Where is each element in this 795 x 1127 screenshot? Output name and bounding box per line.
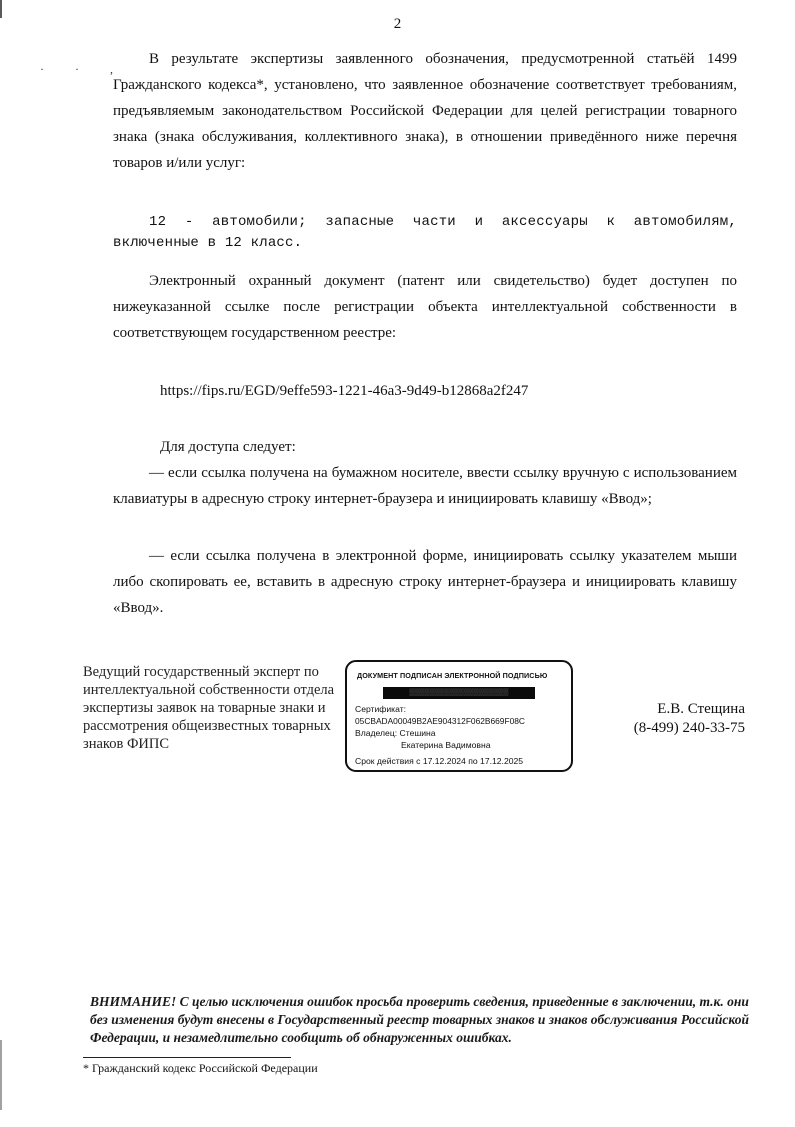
stamp-owner-name: Екатерина Вадимовна	[401, 740, 491, 750]
expertise-result-paragraph: В результате экспертизы заявленного обозначения, предусмотренной статьёй 1499 Гражданского кодекса*, установлено, что заявленное обозначение соответствует требованиям, предъявляемым законодательством Российской Федерации для целей регистрации товарного знака (знака обслуживания, коллективного знака), в отношении приведённого ниже перечня товаров и/или услуг:	[113, 51, 737, 171]
electronic-document-paragraph: Электронный охранный документ (патент или свидетельство) будет доступен по нижеуказанной ссылке после регистрации объекта интеллектуальной собственности в соответствующем государственном реестре:	[113, 273, 737, 341]
warning-label: ВНИМАНИЕ!	[90, 994, 177, 1009]
signer-position: Ведущий государственный эксперт по интеллектуальной собственности отдела экспертизы заявок на товарные знаки и рассмотрения общеизвестных товарных знаков ФИПС	[83, 664, 335, 752]
signer-contact	[600, 700, 745, 738]
stamp-title: ДОКУМЕНТ ПОДПИСАН ЭЛЕКТРОННОЙ ПОДПИСЬЮ	[357, 671, 548, 680]
stamp-certificate-label: Сертификат:	[355, 704, 407, 714]
scan-edge-mark	[0, 0, 2, 1122]
stamp-owner-label: Владелец: Стешина	[355, 728, 436, 738]
electronic-signature-stamp	[345, 660, 573, 772]
document-link[interactable]: https://fips.ru/EGD/9effe593-1221-46a3-9d49-b12868a2f247	[160, 383, 529, 399]
access-instruction-electronic: — если ссылка получена в электронной форме, инициировать ссылку указателем мыши либо скопировать ее, вставить в адресную строку интернет-браузера и инициировать клавишу «Ввод».	[113, 548, 737, 616]
warning-text: С целью исключения ошибок просьба проверить сведения, приведенные в заключении, т.к. они без изменения будут внесены в Государственный реестр товарных знаков и знаков обслуживания Российской Федерации, и незамедлительно сообщить об обнаруженных ошибках.	[90, 994, 749, 1045]
access-heading: Для доступа следует:	[160, 439, 296, 455]
signer-phone: (8-499) 240-33-75	[633, 720, 745, 736]
footnote: * Гражданский кодекс Российской Федерации	[83, 1061, 318, 1075]
stamp-redacted-bar: ▒▒▒▒▒▒▒▒▒▒▒▒▒▒▒▒▒▒▒▒	[383, 687, 535, 699]
stamp-validity: Срок действия с 17.12.2024 по 17.12.2025	[355, 756, 524, 766]
page-number: 2	[393, 16, 402, 32]
warning-notice	[90, 993, 752, 1047]
signer-name: Е.В. Стещина	[657, 701, 745, 717]
scan-noise-dots: · · ,	[40, 62, 127, 76]
goods-list: 12 - автомобили; запасные части и аксессуары к автомобилям, включенные в 12 класс.	[113, 214, 737, 251]
access-instruction-paper: — если ссылка получена на бумажном носителе, ввести ссылку вручную с использованием клавиатуры в адресную строку интернет-браузера и инициировать клавишу «Ввод»;	[113, 465, 737, 507]
stamp-certificate-number: 05CBADA00049B2AE904312F062B669F08C	[355, 716, 525, 726]
footnote-divider	[83, 1057, 291, 1058]
